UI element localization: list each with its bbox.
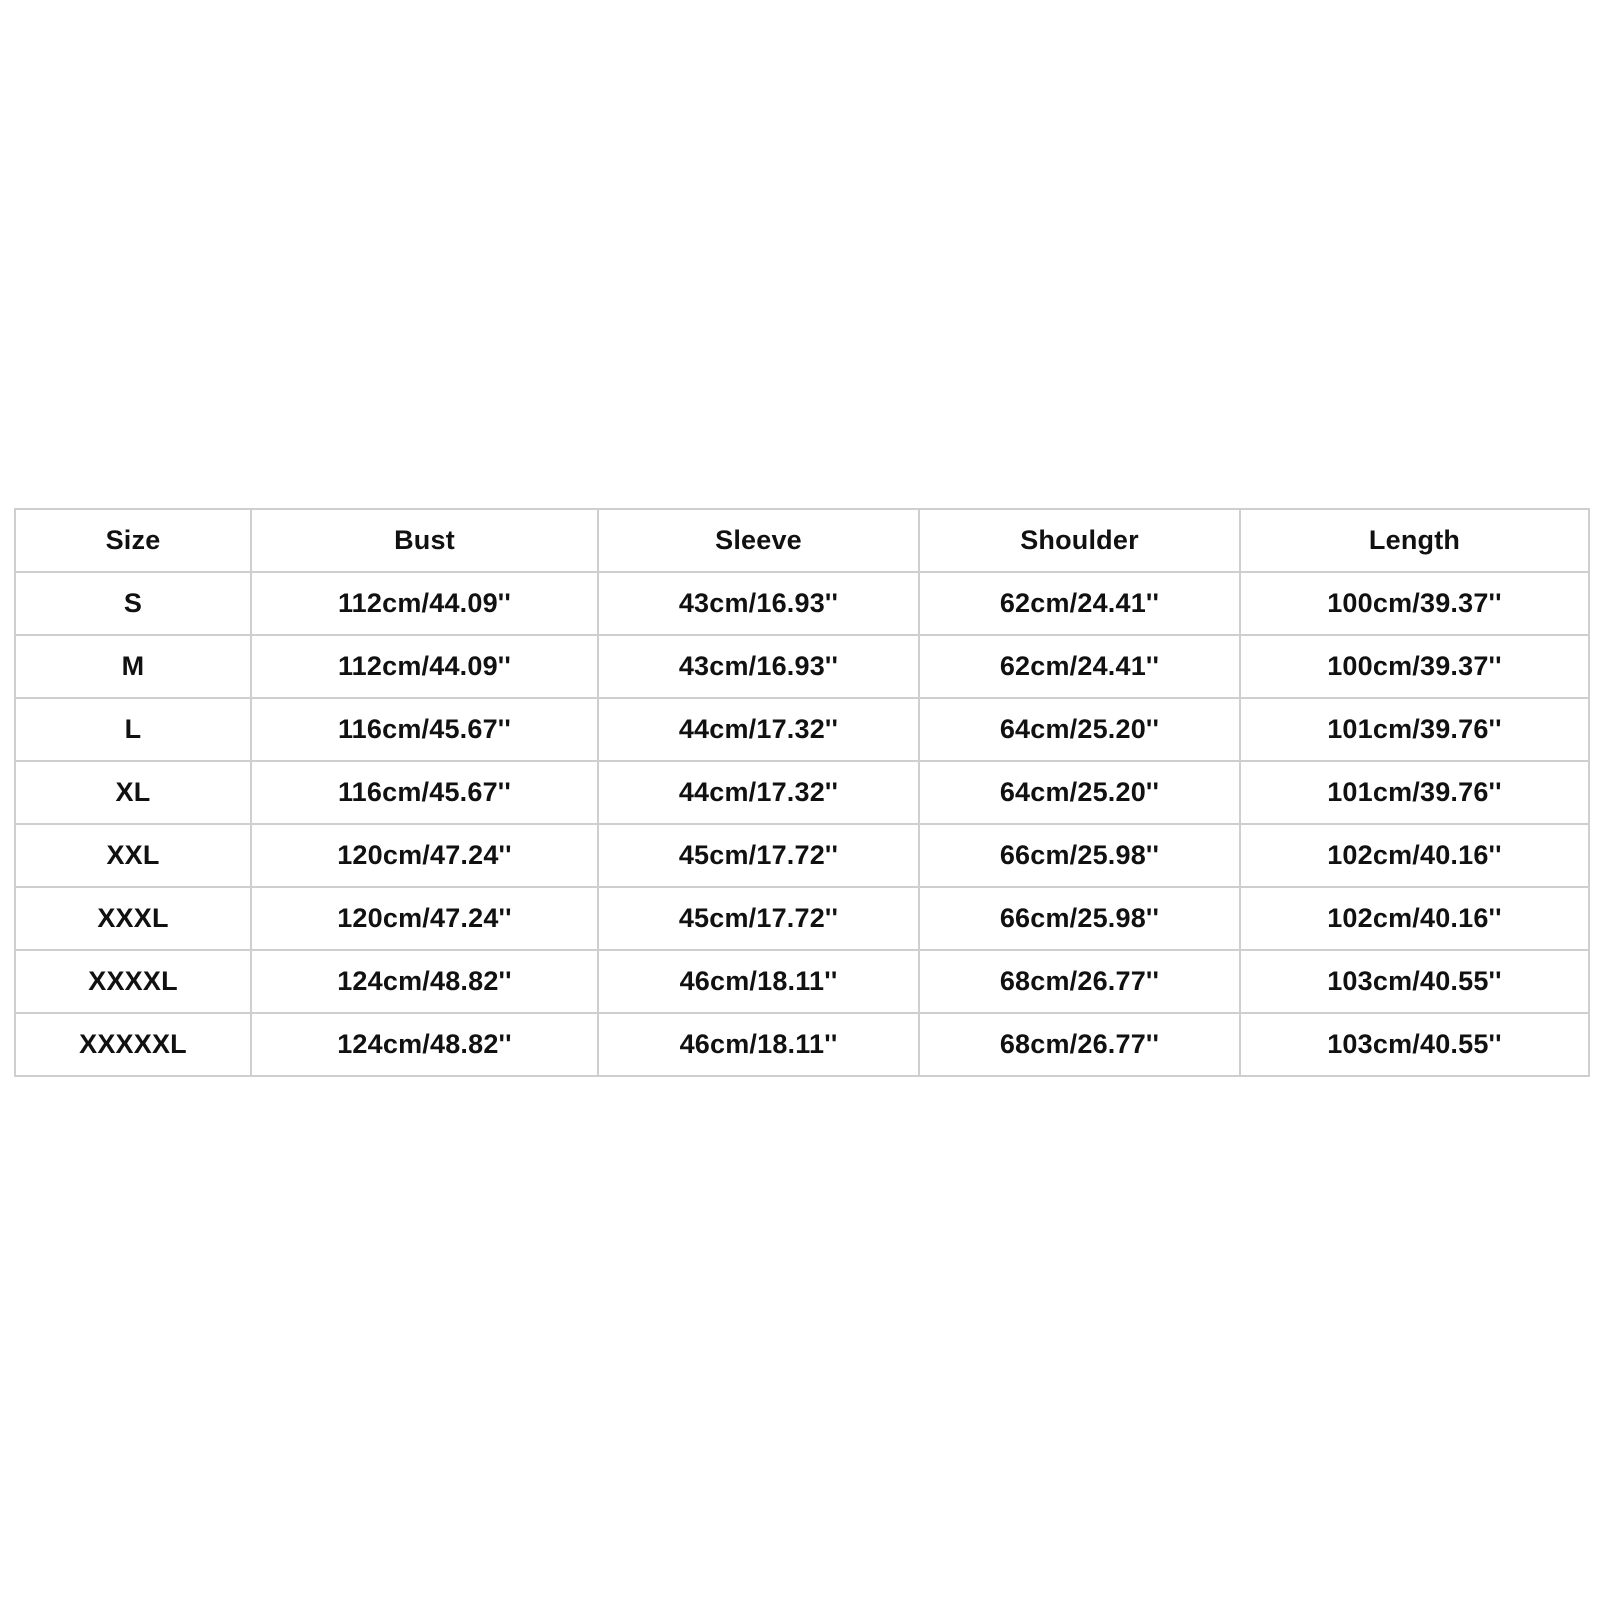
- length-cell: 100cm/39.37'': [1240, 635, 1589, 698]
- bust-cell: 116cm/45.67'': [251, 698, 598, 761]
- header-size: Size: [15, 509, 251, 572]
- length-cell: 102cm/40.16'': [1240, 824, 1589, 887]
- sleeve-cell: 45cm/17.72'': [598, 824, 919, 887]
- size-cell: XL: [15, 761, 251, 824]
- shoulder-cell: 66cm/25.98'': [919, 887, 1240, 950]
- bust-cell: 124cm/48.82'': [251, 1013, 598, 1076]
- bust-cell: 112cm/44.09'': [251, 635, 598, 698]
- shoulder-cell: 68cm/26.77'': [919, 1013, 1240, 1076]
- sleeve-cell: 46cm/18.11'': [598, 1013, 919, 1076]
- sleeve-cell: 44cm/17.32'': [598, 698, 919, 761]
- size-cell: S: [15, 572, 251, 635]
- shoulder-cell: 64cm/25.20'': [919, 761, 1240, 824]
- table-row: [15, 698, 1589, 761]
- size-cell: XXXL: [15, 887, 251, 950]
- sleeve-cell: 43cm/16.93'': [598, 572, 919, 635]
- header-length: Length: [1240, 509, 1589, 572]
- size-cell: XXL: [15, 824, 251, 887]
- shoulder-cell: 64cm/25.20'': [919, 698, 1240, 761]
- table-row: [15, 824, 1589, 887]
- header-row: [15, 509, 1589, 572]
- sleeve-cell: 45cm/17.72'': [598, 887, 919, 950]
- sleeve-cell: 44cm/17.32'': [598, 761, 919, 824]
- bust-cell: 120cm/47.24'': [251, 887, 598, 950]
- table-row: [15, 761, 1589, 824]
- header-bust: Bust: [251, 509, 598, 572]
- length-cell: 102cm/40.16'': [1240, 887, 1589, 950]
- table-row: [15, 635, 1589, 698]
- table-row: [15, 887, 1589, 950]
- length-cell: 101cm/39.76'': [1240, 761, 1589, 824]
- length-cell: 103cm/40.55'': [1240, 1013, 1589, 1076]
- table-row: [15, 572, 1589, 635]
- length-cell: 103cm/40.55'': [1240, 950, 1589, 1013]
- sleeve-cell: 43cm/16.93'': [598, 635, 919, 698]
- header-shoulder: Shoulder: [919, 509, 1240, 572]
- shoulder-cell: 66cm/25.98'': [919, 824, 1240, 887]
- size-cell: XXXXL: [15, 950, 251, 1013]
- shoulder-cell: 62cm/24.41'': [919, 635, 1240, 698]
- bust-cell: 120cm/47.24'': [251, 824, 598, 887]
- shoulder-cell: 62cm/24.41'': [919, 572, 1240, 635]
- size-chart-table: [14, 508, 1590, 1077]
- bust-cell: 124cm/48.82'': [251, 950, 598, 1013]
- length-cell: 101cm/39.76'': [1240, 698, 1589, 761]
- sleeve-cell: 46cm/18.11'': [598, 950, 919, 1013]
- header-sleeve: Sleeve: [598, 509, 919, 572]
- bust-cell: 116cm/45.67'': [251, 761, 598, 824]
- bust-cell: 112cm/44.09'': [251, 572, 598, 635]
- length-cell: 100cm/39.37'': [1240, 572, 1589, 635]
- table-row: [15, 1013, 1589, 1076]
- shoulder-cell: 68cm/26.77'': [919, 950, 1240, 1013]
- size-cell: XXXXXL: [15, 1013, 251, 1076]
- table-row: [15, 950, 1589, 1013]
- size-cell: M: [15, 635, 251, 698]
- size-cell: L: [15, 698, 251, 761]
